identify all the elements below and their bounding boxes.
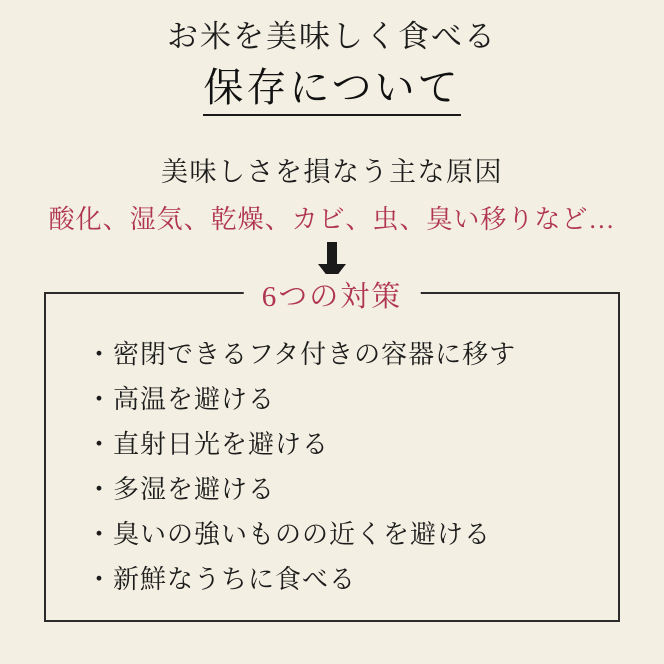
list-item: ・高温を避ける (86, 385, 276, 415)
list-item: ・新鮮なうちに食べる (86, 565, 357, 595)
page-title: 保存について (203, 65, 460, 116)
page-subtitle: お米を美味しく食べる (167, 19, 497, 54)
measures-box-title: 6つの対策 (244, 274, 421, 315)
measures-box (44, 281, 620, 622)
list-item: ・多湿を避ける (86, 475, 276, 505)
list-item: ・密閉できるフタ付きの容器に移す (86, 340, 517, 370)
cause-label: 美味しさを損なう主な原因 (161, 157, 503, 188)
cause-items: 酸化、湿気、乾燥、カビ、虫、臭い移りなど… (48, 205, 616, 235)
measures-list (46, 294, 618, 593)
list-item: ・直射日光を避ける (86, 430, 330, 460)
list-item: ・臭いの強いものの近くを避ける (86, 520, 492, 550)
